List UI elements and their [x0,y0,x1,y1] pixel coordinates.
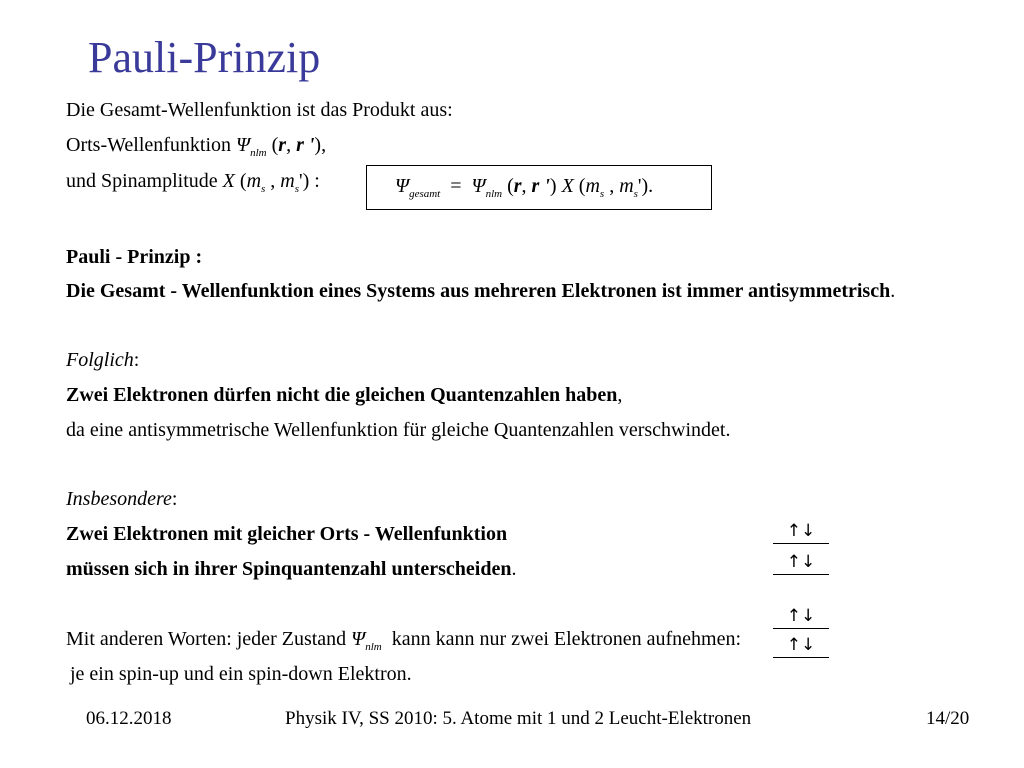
footer-course: Physik IV, SS 2010: 5. Atome mit 1 und 2 Leucht-Elektronen [285,708,752,729]
orbital-wavefunction-line: Orts-Wellenfunktion $\Psi_{nlm}$ (r, r '), [66,134,327,159]
pauli-statement: Die Gesamt - Wellenfunktion eines Systems aus mehreren Elektronen ist immer antisymmetrisch. [66,280,896,302]
insbesondere-label: Insbesondere: [66,488,178,510]
energy-level-3: ↑↓ [773,604,829,629]
same-orbital-statement: Zwei Elektronen mit gleicher Orts - Wellenfunktion [66,523,508,545]
energy-level-4: ↑↓ [773,633,829,658]
footer-date: 06.12.2018 [86,708,172,729]
footer-page: 14/20 [926,708,970,729]
page-title: Pauli-Prinzip [88,33,321,82]
psi-symbol: Ψ [236,134,251,156]
energy-level-2: ↑↓ [773,550,829,575]
nlm-subscript: nlm [250,147,267,159]
quantum-numbers-statement: Zwei Elektronen dürfen nicht die gleichen Quantenzahlen haben, [66,384,623,406]
spin-differ-statement: müssen sich in ihrer Spinquantenzahl unterscheiden. [66,558,517,580]
energy-level-1: ↑↓ [773,519,829,544]
orbital-label: Orts-Wellenfunktion [66,134,232,156]
folglich-label: Folglich: [66,349,140,371]
antisymmetric-explanation: da eine antisymmetrische Wellenfunktion für gleiche Quantenzahlen verschwindet. [66,419,731,441]
spin-label: und Spinamplitude [66,170,218,192]
pauli-heading: Pauli - Prinzip : [66,246,203,268]
intro-line: Die Gesamt-Wellenfunktion ist das Produkt aus: [66,99,453,121]
spin-up-down-line: je ein spin-up und ein spin-down Elektron. [70,663,412,685]
total-wavefunction-equation: $\Psi_{gesamt} = \Psi_{nlm}$ (r, r ') X ($m_s$ , $m_s'$). [366,165,712,210]
state-capacity-line: Mit anderen Worten: jeder Zustand $\Psi_{nlm}$ kann kann nur zwei Elektronen aufnehmen: [66,628,742,653]
spin-amplitude-line: und Spinamplitude X ($m_s$ , $m_s'$) : [66,170,320,195]
